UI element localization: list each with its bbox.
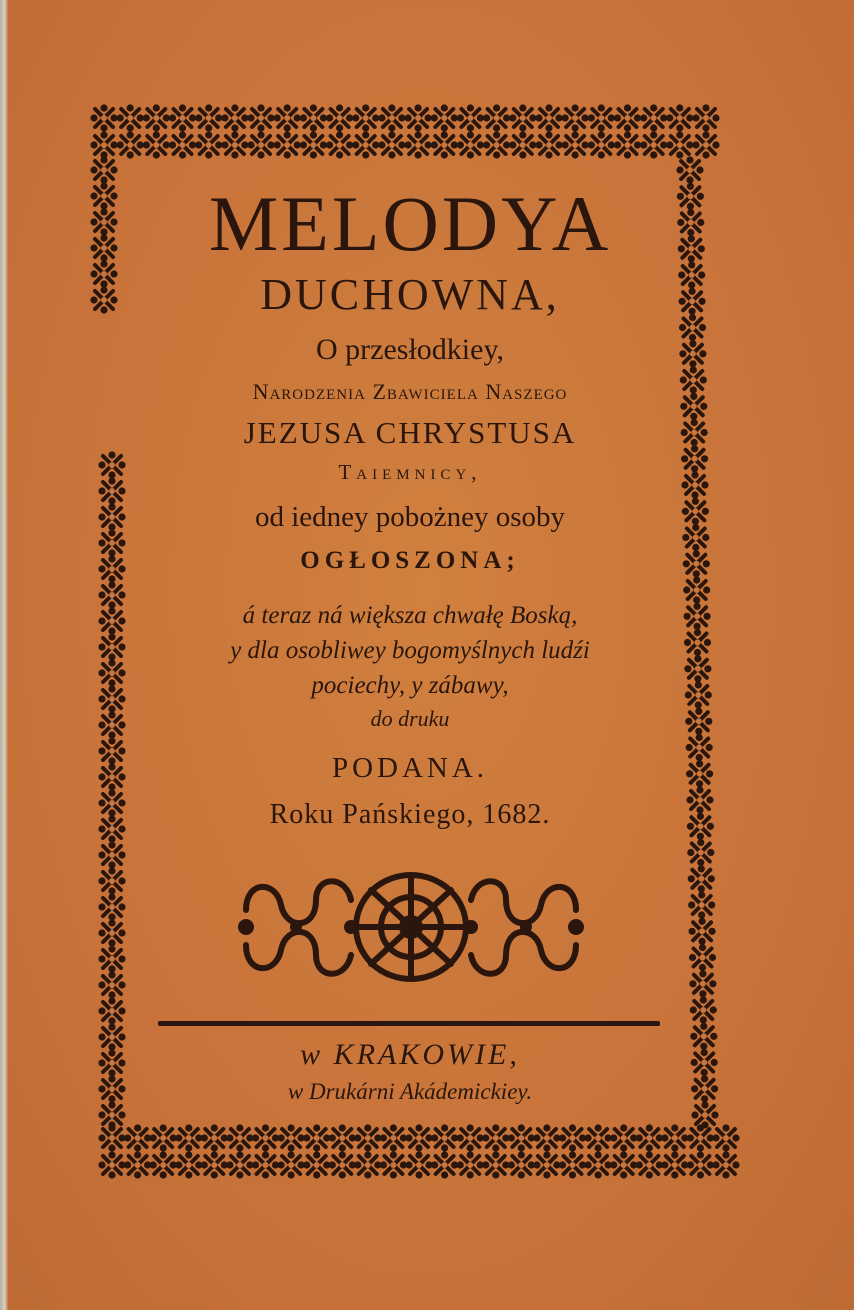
border-ornament: [326, 104, 353, 131]
border-ornament: [98, 893, 125, 920]
border-ornament: [636, 1124, 663, 1151]
border-ornament: [482, 1151, 509, 1178]
border-ornament: [687, 839, 714, 866]
border-ornament: [640, 131, 667, 158]
border-ornament: [689, 944, 716, 971]
border-ornament: [661, 1124, 688, 1151]
border-ornament: [535, 104, 562, 131]
subtitle-line: Taiemnicy,: [338, 460, 482, 484]
imprint-city: w KRAKOWIE,: [300, 1038, 520, 1071]
border-ornament: [666, 131, 693, 158]
border-top: [90, 104, 719, 158]
border-ornament: [690, 1023, 717, 1050]
border-ornament: [226, 1151, 253, 1178]
border-ornament: [684, 629, 711, 656]
border-ornament: [691, 1049, 718, 1076]
border-ornament: [686, 734, 713, 761]
border-ornament: [98, 945, 125, 972]
horizontal-rule: [158, 1021, 660, 1026]
border-ornament: [685, 681, 712, 708]
border-ornament: [683, 550, 710, 577]
border-ornament: [679, 288, 706, 315]
year-line: Roku Pańskiego, 1682.: [269, 799, 551, 830]
border-ornament: [680, 366, 707, 393]
border-ornament: [98, 711, 125, 738]
border-ornament: [380, 1151, 407, 1178]
border-right: [676, 156, 718, 1128]
imprint-block: [160, 1040, 660, 1103]
border-ornament: [201, 1151, 228, 1178]
subtitle-line: O przesłodkiey,: [316, 333, 504, 366]
border-ornament: [98, 841, 125, 868]
border-ornament: [354, 1151, 381, 1178]
dedication-line: y dla osobliwey bogomyślnych ludźi: [230, 637, 590, 664]
given-line: PODANA.: [331, 752, 489, 784]
border-ornament: [483, 104, 510, 131]
border-ornament: [195, 131, 222, 158]
border-ornament: [329, 1151, 356, 1178]
border-ornament: [431, 131, 458, 158]
border-ornament: [378, 131, 405, 158]
border-ornament: [98, 1101, 125, 1128]
border-ornament: [684, 603, 711, 630]
border-ornament: [98, 919, 125, 946]
border-ornament: [686, 760, 713, 787]
border-ornament: [676, 156, 703, 183]
border-ornament: [691, 1101, 718, 1128]
border-ornament: [169, 131, 196, 158]
border-ornament: [614, 131, 641, 158]
imprint-printer: w Drukárni Akádemickiey.: [287, 1079, 533, 1104]
border-ornament: [98, 607, 125, 634]
border-ornament: [380, 1124, 407, 1151]
border-ornament: [682, 524, 709, 551]
border-ornament: [690, 996, 717, 1023]
border-ornament: [98, 1151, 125, 1178]
border-ornament: [117, 104, 144, 131]
border-ornament: [610, 1124, 637, 1151]
title-main: MELODYA: [208, 180, 612, 267]
border-ornament: [712, 1151, 739, 1178]
dedication-line: do druku: [370, 706, 450, 731]
border-ornament: [252, 1151, 279, 1178]
announced-line: OGŁOSZONA;: [300, 547, 520, 574]
border-ornament: [90, 208, 117, 235]
title-text-block: [140, 180, 680, 830]
border-ornament: [98, 503, 125, 530]
border-ornament: [303, 1151, 330, 1178]
border-ornament: [457, 104, 484, 131]
border-ornament: [533, 1151, 560, 1178]
border-ornament: [124, 1151, 151, 1178]
border-ornament: [559, 1124, 586, 1151]
subtitle-line: JEZUSA CHRYSTUSA: [243, 415, 577, 450]
border-ornament: [150, 1151, 177, 1178]
border-ornament: [661, 1151, 688, 1178]
border-ornament: [98, 633, 125, 660]
border-ornament: [98, 997, 125, 1024]
border-ornament: [150, 1124, 177, 1151]
border-ornament: [509, 131, 536, 158]
border-ornament: [457, 1124, 484, 1151]
border-ornament: [562, 104, 589, 131]
border-ornament: [90, 182, 117, 209]
border-ornament: [329, 1124, 356, 1151]
border-ornament: [175, 1124, 202, 1151]
border-ornament: [124, 1124, 151, 1151]
border-ornament: [300, 104, 327, 131]
border-ornament: [691, 1075, 718, 1102]
border-ornament: [247, 104, 274, 131]
border-ornament: [640, 104, 667, 131]
border-ornament: [533, 1124, 560, 1151]
border-ornament: [680, 393, 707, 420]
border-ornament: [98, 529, 125, 556]
border-ornament: [90, 156, 117, 183]
border-ornament: [679, 340, 706, 367]
border-ornament: [508, 1151, 535, 1178]
border-ornament: [508, 1124, 535, 1151]
border-ornament: [90, 260, 117, 287]
border-ornament: [588, 131, 615, 158]
border-ornament: [175, 1151, 202, 1178]
border-ornament: [610, 1151, 637, 1178]
border-ornament: [692, 104, 719, 131]
border-ornament: [405, 1124, 432, 1151]
border-ornament: [98, 789, 125, 816]
border-ornament: [686, 786, 713, 813]
border-ornament: [98, 555, 125, 582]
border-ornament: [614, 104, 641, 131]
border-ornament: [98, 763, 125, 790]
border-ornament: [687, 1151, 714, 1178]
border-ornament: [252, 1124, 279, 1151]
border-ornament: [405, 104, 432, 131]
border-ornament: [226, 1124, 253, 1151]
border-ornament: [98, 1075, 125, 1102]
border-ornament: [431, 104, 458, 131]
border-ornament: [677, 183, 704, 210]
border-ornament: [681, 419, 708, 446]
border-ornament: [98, 451, 125, 478]
border-ornament: [221, 104, 248, 131]
border-ornament: [98, 477, 125, 504]
border-ornament: [278, 1124, 305, 1151]
border-ornament: [681, 445, 708, 472]
border-ornament: [274, 104, 301, 131]
border-ornament: [98, 685, 125, 712]
border-ornament: [169, 104, 196, 131]
border-ornament: [431, 1151, 458, 1178]
border-ornament: [585, 1124, 612, 1151]
border-ornament: [683, 576, 710, 603]
border-ornament: [90, 131, 117, 158]
border-ornament: [98, 581, 125, 608]
border-ornament: [326, 131, 353, 158]
border-ornament: [687, 813, 714, 840]
border-ornament: [90, 104, 117, 131]
border-left: [90, 156, 125, 1128]
border-ornament: [247, 131, 274, 158]
border-ornament: [98, 1049, 125, 1076]
border-ornament: [90, 234, 117, 261]
border-ornament: [688, 891, 715, 918]
fleuron-ornament: [236, 860, 586, 995]
border-ornament: [685, 708, 712, 735]
border-ornament: [588, 104, 615, 131]
border-ornament: [585, 1151, 612, 1178]
border-ornament: [689, 918, 716, 945]
border-ornament: [666, 104, 693, 131]
border-ornament: [677, 209, 704, 236]
border-ornament: [98, 737, 125, 764]
border-ornament: [300, 131, 327, 158]
border-ornament: [678, 261, 705, 288]
border-ornament: [687, 1124, 714, 1151]
border-ornament: [90, 286, 117, 313]
border-ornament: [535, 131, 562, 158]
border-ornament: [143, 131, 170, 158]
border-ornament: [98, 971, 125, 998]
border-ornament: [98, 867, 125, 894]
border-ornament: [352, 131, 379, 158]
border-ornament: [688, 865, 715, 892]
border-ornament: [98, 815, 125, 842]
dedication-line: pociechy, y zábawy,: [311, 672, 509, 699]
title-sub: DUCHOWNA,: [260, 270, 560, 319]
border-ornament: [712, 1124, 739, 1151]
border-ornament: [201, 1124, 228, 1151]
border-ornament: [98, 659, 125, 686]
border-ornament: [303, 1124, 330, 1151]
border-ornament: [684, 655, 711, 682]
border-ornament: [678, 235, 705, 262]
border-ornament: [221, 131, 248, 158]
border-ornament: [681, 471, 708, 498]
border-ornament: [195, 104, 222, 131]
border-ornament: [689, 970, 716, 997]
dedication-line: á teraz ná większa chwałę Boską,: [242, 602, 578, 629]
border-ornament: [483, 131, 510, 158]
border-ornament: [562, 131, 589, 158]
border-ornament: [457, 1151, 484, 1178]
border-ornament: [143, 104, 170, 131]
border-ornament: [559, 1151, 586, 1178]
border-bottom: [98, 1124, 739, 1178]
border-ornament: [98, 1023, 125, 1050]
subtitle-line: Narodzenia Zbawiciela Naszego: [252, 379, 568, 404]
border-ornament: [352, 104, 379, 131]
border-ornament: [378, 104, 405, 131]
border-ornament: [457, 131, 484, 158]
author-line: od iedney pobożney osoby: [254, 501, 566, 533]
border-ornament: [278, 1151, 305, 1178]
border-ornament: [274, 131, 301, 158]
border-ornament: [354, 1124, 381, 1151]
border-ornament: [692, 131, 719, 158]
border-ornament: [509, 104, 536, 131]
border-ornament: [117, 131, 144, 158]
border-ornament: [405, 131, 432, 158]
border-ornament: [682, 498, 709, 525]
border-ornament: [405, 1151, 432, 1178]
border-ornament: [679, 314, 706, 341]
border-ornament: [636, 1151, 663, 1178]
border-ornament: [431, 1124, 458, 1151]
border-ornament: [482, 1124, 509, 1151]
